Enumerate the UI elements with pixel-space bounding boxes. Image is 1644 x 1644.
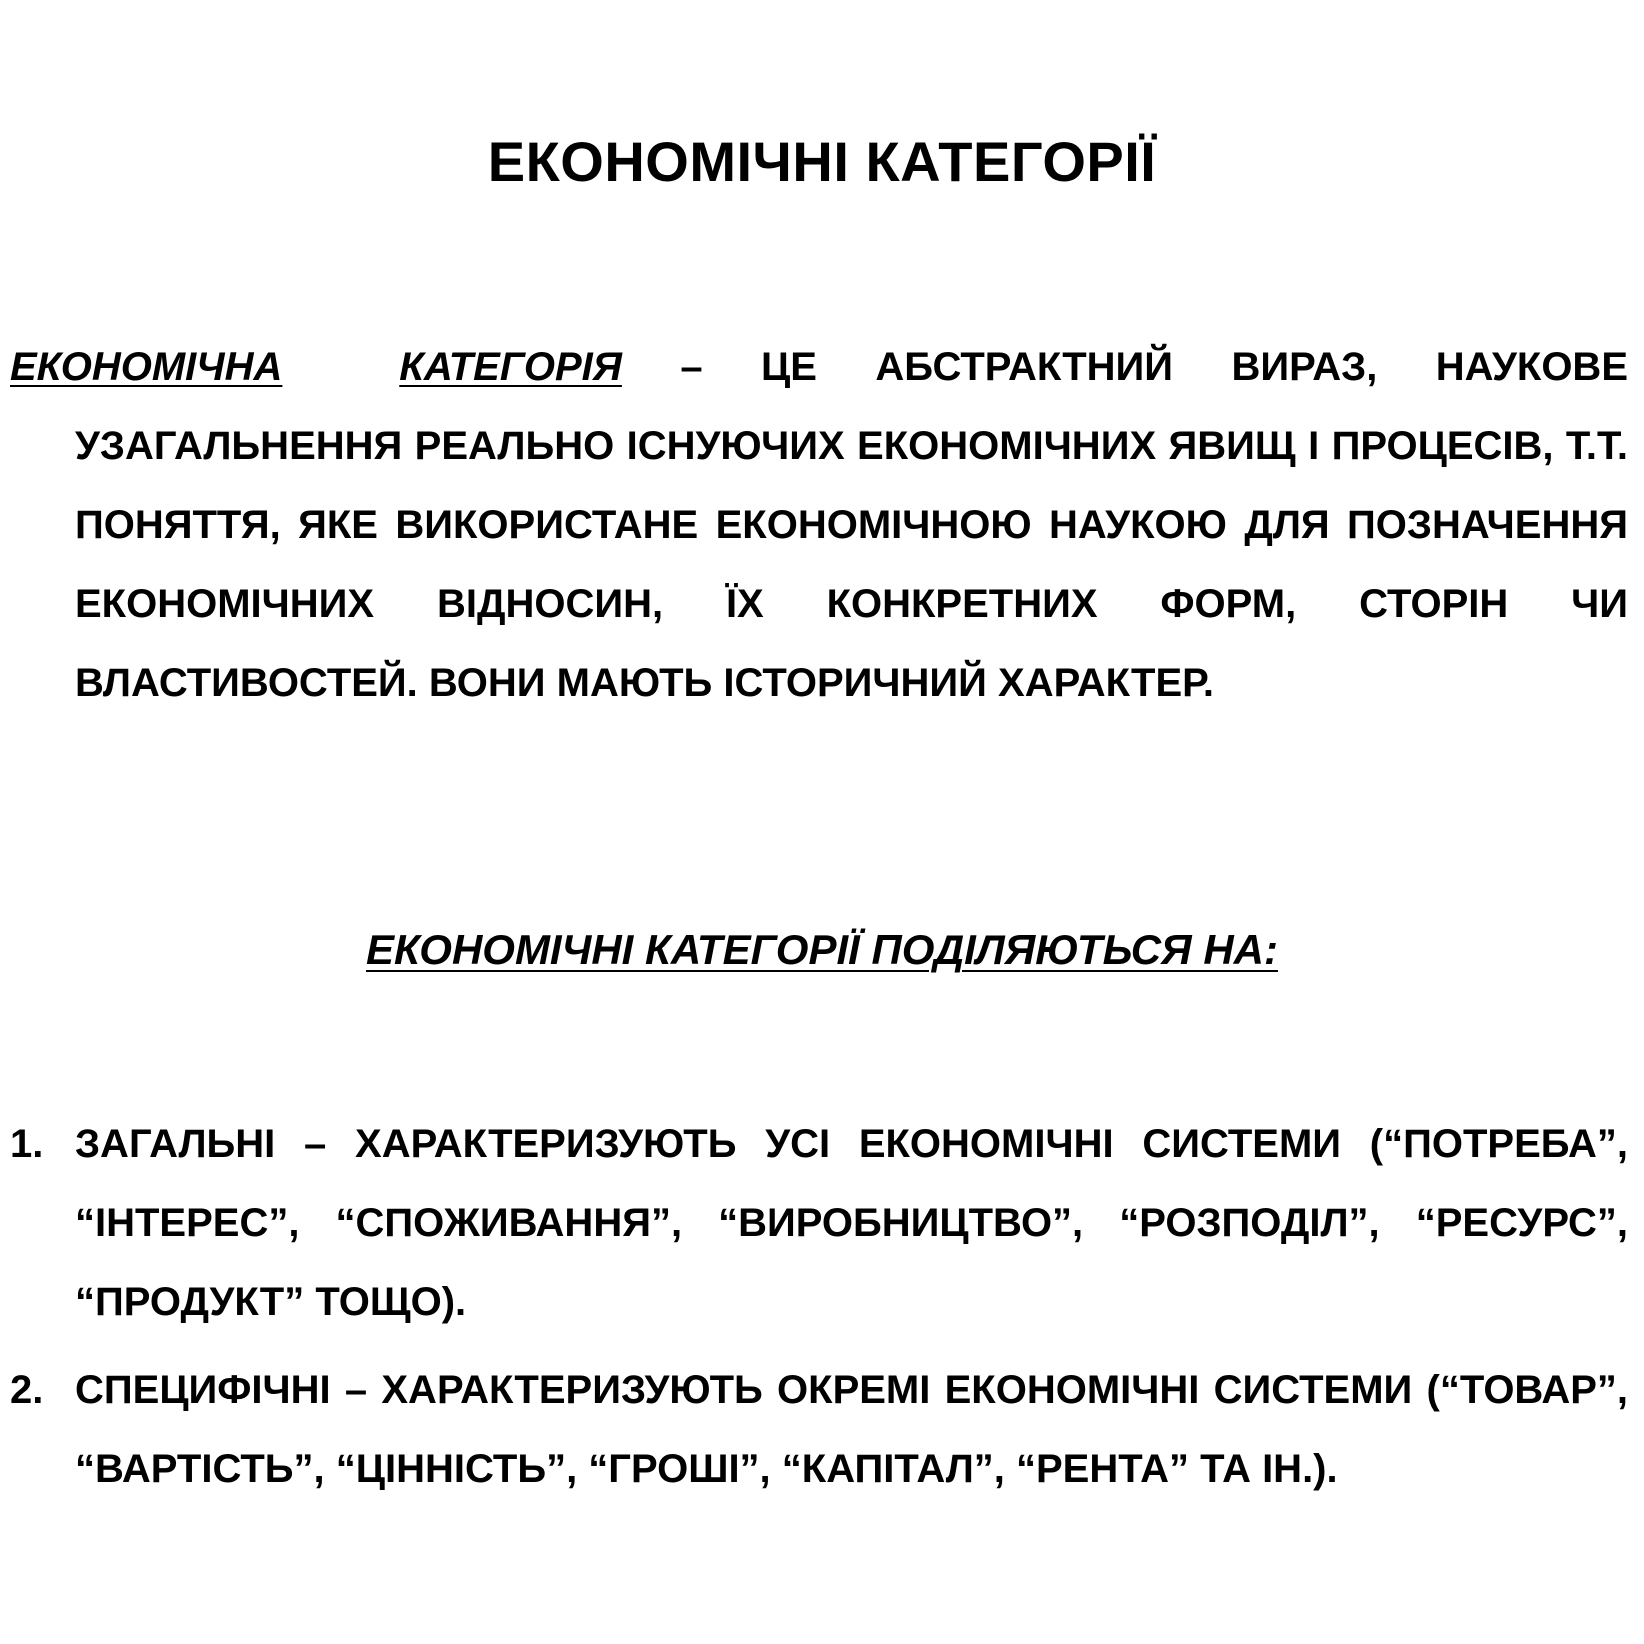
list-item xyxy=(10,1105,1628,1342)
definition-text: – ЦЕ АБСТРАКТНИЙ ВИРАЗ, НАУКОВЕ УЗАГАЛЬНЕННЯ РЕАЛЬНО ІСНУЮЧИХ ЕКОНОМІЧНИХ ЯВИЩ І ПРОЦЕСІВ, Т.Т. ПОНЯТТЯ, ЯКЕ ВИКОРИСТАНЕ ЕКОНОМІЧНОЮ НАУКОЮ ДЛЯ ПОЗНАЧЕННЯ ЕКОНОМІЧНИХ ВІДНОСИН, ЇХ КОНКРЕТНИХ ФОРМ, СТОРІН ЧИ ВЛАСТИВОСТЕЙ. ВОНИ МАЮТЬ ІСТОРИЧНИЙ ХАРАКТЕР. xyxy=(75,345,1629,705)
definition-block xyxy=(10,328,1628,723)
definition-paragraph xyxy=(10,328,1628,723)
category-list xyxy=(10,1105,1628,1518)
definition-term-part2: КАТЕГОРІЯ xyxy=(399,345,622,389)
definition-term-part1: ЕКОНОМІЧНА xyxy=(10,345,283,389)
section-subheading: ЕКОНОМІЧНІ КАТЕГОРІЇ ПОДІЛЯЮТЬСЯ НА: xyxy=(366,926,1278,973)
list-item-number: 1. xyxy=(10,1122,44,1166)
page-title: ЕКОНОМІЧНІ КАТЕГОРІЇ xyxy=(487,130,1157,193)
list-item-text: СПЕЦИФІЧНІ – ХАРАКТЕРИЗУЮТЬ ОКРЕМІ ЕКОНОМІЧНІ СИСТЕМИ (“ТОВАР”, “ВАРТІСТЬ”, “ЦІННІСТЬ”, “ГРОШІ”, “КАПІТАЛ”, “РЕНТА” ТА ІН.). xyxy=(75,1368,1628,1491)
list-item-text: ЗАГАЛЬНІ – ХАРАКТЕРИЗУЮТЬ УСІ ЕКОНОМІЧНІ СИСТЕМИ (“ПОТРЕБА”, “ІНТЕРЕС”, “СПОЖИВАННЯ”, “ВИРОБНИЦТВО”, “РОЗПОДІЛ”, “РЕСУРС”, “ПРОДУКТ” ТОЩО). xyxy=(75,1122,1628,1324)
list-item-number: 2. xyxy=(10,1368,44,1412)
list-item xyxy=(10,1351,1628,1509)
